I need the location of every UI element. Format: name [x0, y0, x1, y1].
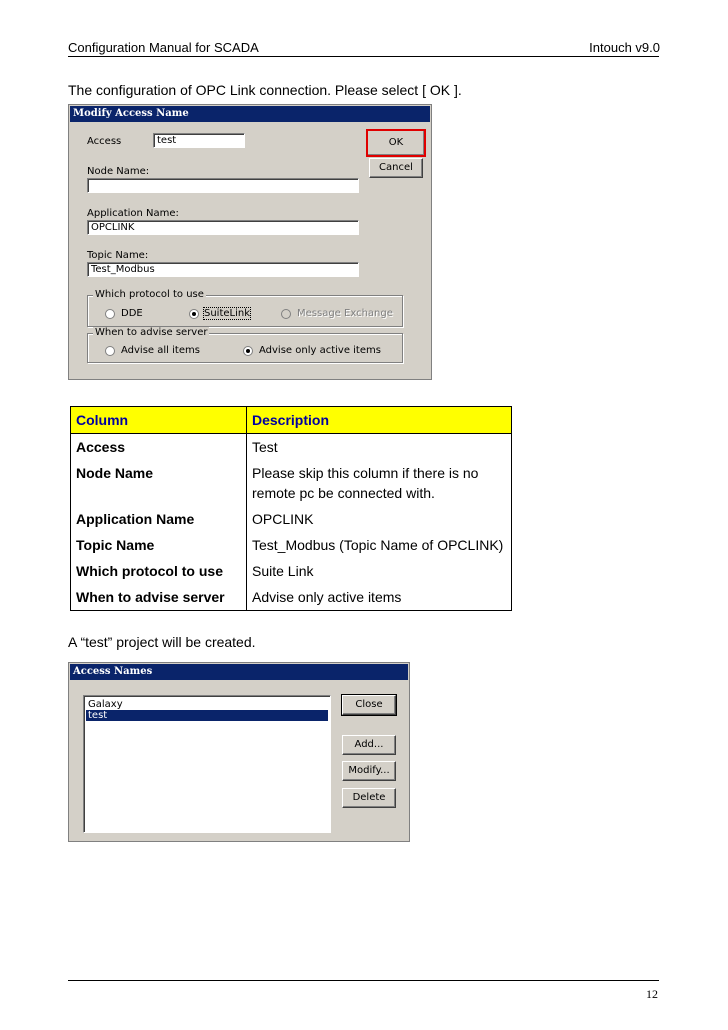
table-row: [71, 460, 512, 506]
dialog-title: Access Names: [70, 664, 408, 680]
topic-name-input[interactable]: Test_Modbus: [87, 262, 359, 277]
application-name-input[interactable]: OPCLINK: [87, 220, 359, 235]
delete-button[interactable]: Delete: [342, 788, 396, 808]
radio-advise-active-label: Advise only active items: [259, 345, 381, 356]
cancel-button[interactable]: Cancel: [369, 158, 423, 178]
table-row: [71, 532, 512, 558]
page-number: 12: [646, 987, 658, 1001]
header-rule: [68, 56, 659, 57]
created-note: A “test” project will be created.: [68, 634, 256, 650]
radio-advise-all-label: Advise all items: [121, 345, 200, 356]
table-cell-column: Topic Name: [71, 532, 247, 558]
table-cell-column: When to advise server: [71, 584, 247, 611]
close-button[interactable]: Close: [342, 695, 396, 715]
table-header-column: Column: [71, 407, 247, 434]
table-header-description: Description: [247, 407, 512, 434]
radio-message-exchange: [281, 309, 291, 319]
table-cell-description: Please skip this column if there is no remote pc be connected with.: [247, 460, 512, 506]
table-cell-column: Node Name: [71, 460, 247, 506]
protocol-group-label: Which protocol to use: [95, 289, 204, 300]
table-cell-column: Access: [71, 434, 247, 461]
radio-advise-active[interactable]: [243, 346, 253, 356]
footer-rule: [68, 980, 659, 981]
radio-advise-all[interactable]: [105, 346, 115, 356]
list-item[interactable]: Galaxy: [88, 699, 123, 710]
application-name-label: Application Name:: [87, 208, 179, 219]
radio-suitelink-label: SuiteLink: [204, 308, 251, 319]
dialog-title: Modify Access Name: [70, 106, 430, 122]
table-cell-column: Which protocol to use: [71, 558, 247, 584]
header-title: Configuration Manual for SCADA: [68, 40, 259, 55]
node-name-input[interactable]: [87, 178, 359, 193]
table-row: [71, 558, 512, 584]
header-version: Intouch v9.0: [589, 40, 660, 55]
table-cell-description: Test_Modbus (Topic Name of OPCLINK): [247, 532, 512, 558]
table-cell-description: OPCLINK: [247, 506, 512, 532]
list-item[interactable]: test: [86, 710, 328, 721]
radio-message-exchange-label: Message Exchange: [297, 308, 393, 319]
access-names-list[interactable]: [83, 695, 331, 833]
radio-suitelink[interactable]: [189, 309, 199, 319]
node-name-label: Node Name:: [87, 166, 150, 177]
table-header-row: [71, 407, 512, 434]
radio-dde-label: DDE: [121, 308, 143, 319]
table-cell-column: Application Name: [71, 506, 247, 532]
add-button[interactable]: Add...: [342, 735, 396, 755]
advise-group-label: When to advise server: [95, 327, 208, 338]
radio-dde[interactable]: [105, 309, 115, 319]
modify-button[interactable]: Modify...: [342, 761, 396, 781]
access-label: Access: [87, 136, 122, 147]
table-cell-description: Test: [247, 434, 512, 461]
access-names-dialog: [68, 662, 410, 842]
table-row: [71, 584, 512, 611]
access-input[interactable]: test: [153, 133, 245, 148]
intro-text: The configuration of OPC Link connection. Please select [ OK ].: [68, 82, 462, 98]
table-cell-description: Suite Link: [247, 558, 512, 584]
table-row: [71, 434, 512, 461]
configuration-table: [70, 406, 512, 611]
table-cell-description: Advise only active items: [247, 584, 512, 611]
table-row: [71, 506, 512, 532]
ok-button[interactable]: OK: [367, 130, 425, 156]
modify-access-name-dialog: [68, 104, 432, 380]
topic-name-label: Topic Name:: [87, 250, 149, 261]
